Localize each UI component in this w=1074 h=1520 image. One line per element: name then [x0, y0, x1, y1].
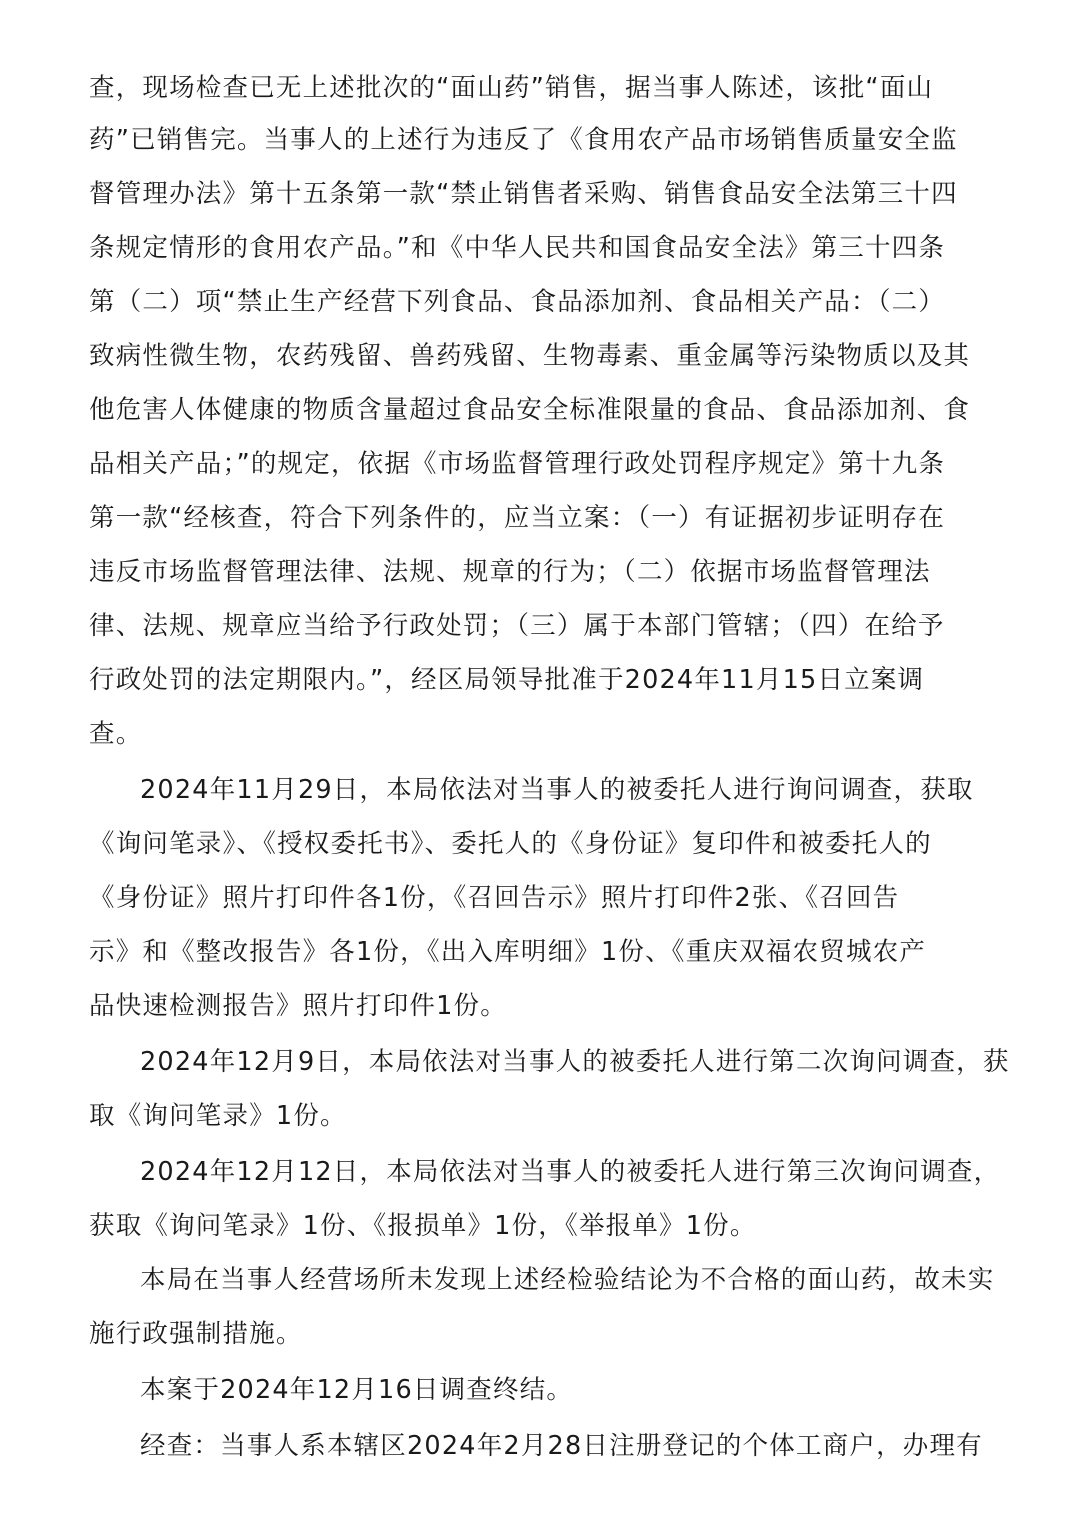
text-line: 第一款“经核查，符合下列条件的，应当立案：（一）有证据初步证明存在: [89, 503, 946, 533]
text-line: 他危害人体健康的物质含量超过食品安全标准限量的食品、食品添加剂、食: [89, 395, 971, 425]
paragraph-first-line: 本局在当事人经营场所未发现上述经检验结论为不合格的面山药，故未实: [140, 1265, 995, 1295]
text-line: 获取《询问笔录》1份、《报损单》1份，《举报单》1份。: [89, 1211, 757, 1241]
text-line: 查，现场检查已无上述批次的“面山药”销售，据当事人陈述，该批“面山: [89, 73, 934, 103]
text-line: 督管理办法》第十五条第一款“禁止销售者采购、销售食品安全法第三十四: [89, 179, 958, 209]
text-line: 品快速检测报告》照片打印件1份。: [89, 991, 507, 1021]
paragraph-first-line: 2024年12月12日，本局依法对当事人的被委托人进行第三次询问调查，: [140, 1157, 1001, 1187]
text-line: 取《询问笔录》1份。: [89, 1101, 347, 1131]
text-line: 《询问笔录》、《授权委托书》、委托人的《身份证》复印件和被委托人的: [89, 829, 932, 859]
text-line: 条规定情形的食用农产品。”和《中华人民共和国食品安全法》第三十四条: [89, 233, 946, 263]
text-line: 违反市场监督管理法律、法规、规章的行为；（二）依据市场监督管理法: [89, 557, 931, 587]
paragraph-first-line: 本案于2024年12月16日调查终结。: [140, 1375, 574, 1405]
text-line: 施行政强制措施。: [89, 1319, 303, 1349]
text-line: 律、法规、规章应当给予行政处罚；（三）属于本部门管辖；（四）在给予: [89, 611, 945, 641]
text-line: 查。: [89, 719, 143, 749]
text-line: 示》和《整改报告》各1份，《出入库明细》1份、《重庆双福农贸城农产: [89, 937, 927, 967]
text-line: 品相关产品；”的规定，依据《市场监督管理行政处罚程序规定》第十九条: [89, 449, 946, 479]
text-line: 致病性微生物，农药残留、兽药残留、生物毒素、重金属等污染物质以及其: [89, 341, 971, 371]
text-line: 第（二）项“禁止生产经营下列食品、食品添加剂、食品相关产品：（二）: [89, 287, 946, 317]
text-line: 《身份证》照片打印件各1份，《召回告示》照片打印件2张、《召回告: [89, 883, 900, 913]
paragraph-first-line: 2024年12月9日，本局依法对当事人的被委托人进行第二次询问调查，获: [140, 1047, 1010, 1077]
text-line: 药”已销售完。当事人的上述行为违反了《食用农产品市场销售质量安全监: [89, 125, 958, 155]
paragraph-first-line: 2024年11月29日，本局依法对当事人的被委托人进行询问调查，获取: [140, 775, 974, 805]
paragraph-first-line: 经查：当事人系本辖区2024年2月28日注册登记的个体工商户，办理有: [140, 1431, 983, 1461]
text-line: 行政处罚的法定期限内。”，经区局领导批准于2024年11月15日立案调: [89, 665, 925, 695]
